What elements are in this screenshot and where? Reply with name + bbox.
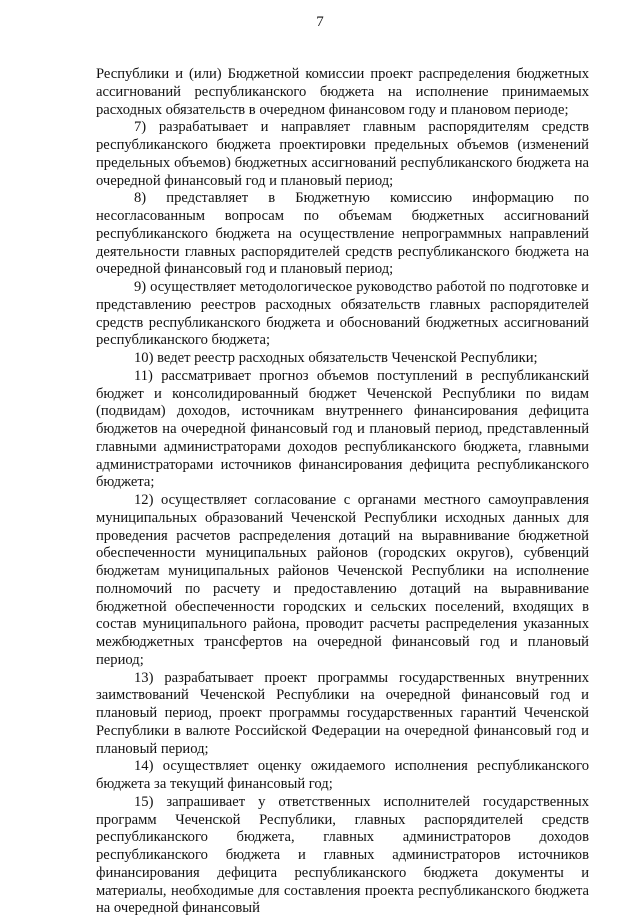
paragraph-item-13: 13) разрабатывает проект программы государственных внутренних заимствований Чеченской Республики на очередной финансовый год и плановый период, проект программы государственных гарантий Чеченской Республики в валюте Российской Федерации на очередной финансовый год и плановый период; <box>96 669 589 757</box>
paragraph-continuation: Республики и (или) Бюджетной комиссии проект распределения бюджетных ассигнований республиканского бюджета на исполнение принимаемых расходных обязательств в очередном финансовом году и плановом периоде; <box>96 66 589 118</box>
paragraph-item-7: 7) разрабатывает и направляет главным распорядителям средств республиканского бюджета проектировки предельных объемов (изменений предельных объемов) бюджетных ассигнований республиканского бюджета на очередной финансовый год и плановый период; <box>96 119 589 189</box>
paragraph-item-12: 12) осуществляет согласование с органами местного самоуправления муниципальных образований Чеченской Республики исходных данных для проведения расчетов распределения дотаций на выравнивание бюджетной обеспеченности муниципальных районов (городских округов), субвенций бюджетам муниципальных районов Чеченской Республики на исполнение полномочий по расчету и предоставлению дотаций на выравнивание бюджетной обеспеченности городских и сельских поселений, входящих в состав муниципального района, проводит расчеты распределения указанных межбюджетных трансфертов на очередной финансовый год и плановый период; <box>96 492 589 668</box>
paragraph-item-9: 9) осуществляет методологическое руководство работой по подготовке и представлению реестров расходных обязательств главных распорядителей средств республиканского бюджета и обоснований бюджетных ассигнований республиканского бюджета; <box>96 279 589 349</box>
paragraph-item-8: 8) представляет в Бюджетную комиссию информацию по несогласованным вопросам по объемам бюджетных ассигнований республиканского бюджета на осуществление непрограммных направлений деятельности главных распорядителей средств республиканского бюджета на очередной финансовый год и плановый период; <box>96 190 589 278</box>
paragraph-item-15: 15) запрашивает у ответственных исполнителей государственных программ Чеченской Республики, главных распорядителей средств республиканского бюджета, главных администраторов доходов республиканского бюджета и главных администраторов источников финансирования дефицита республиканского бюджета документы и материалы, необходимые для составления проекта республиканского бюджета на очередной финансовый <box>96 793 589 917</box>
paragraph-item-14: 14) осуществляет оценку ожидаемого исполнения республиканского бюджета за текущий финансовый год; <box>96 758 589 792</box>
page-number: 7 <box>316 14 324 30</box>
paragraph-item-10: 10) ведет реестр расходных обязательств Чеченской Республики; <box>134 350 538 366</box>
paragraph-item-11: 11) рассматривает прогноз объемов поступлений в республиканский бюджет и консолидированный бюджет Чеченской Республики по видам (подвидам) доходов, источникам внутреннего финансирования дефицита бюджетов на очередной финансовый год и плановый период, представленный главными администраторами доходов республиканского бюджета, главными администраторами источников финансирования дефицита республиканского бюджета; <box>96 367 589 491</box>
body-text <box>96 66 589 918</box>
